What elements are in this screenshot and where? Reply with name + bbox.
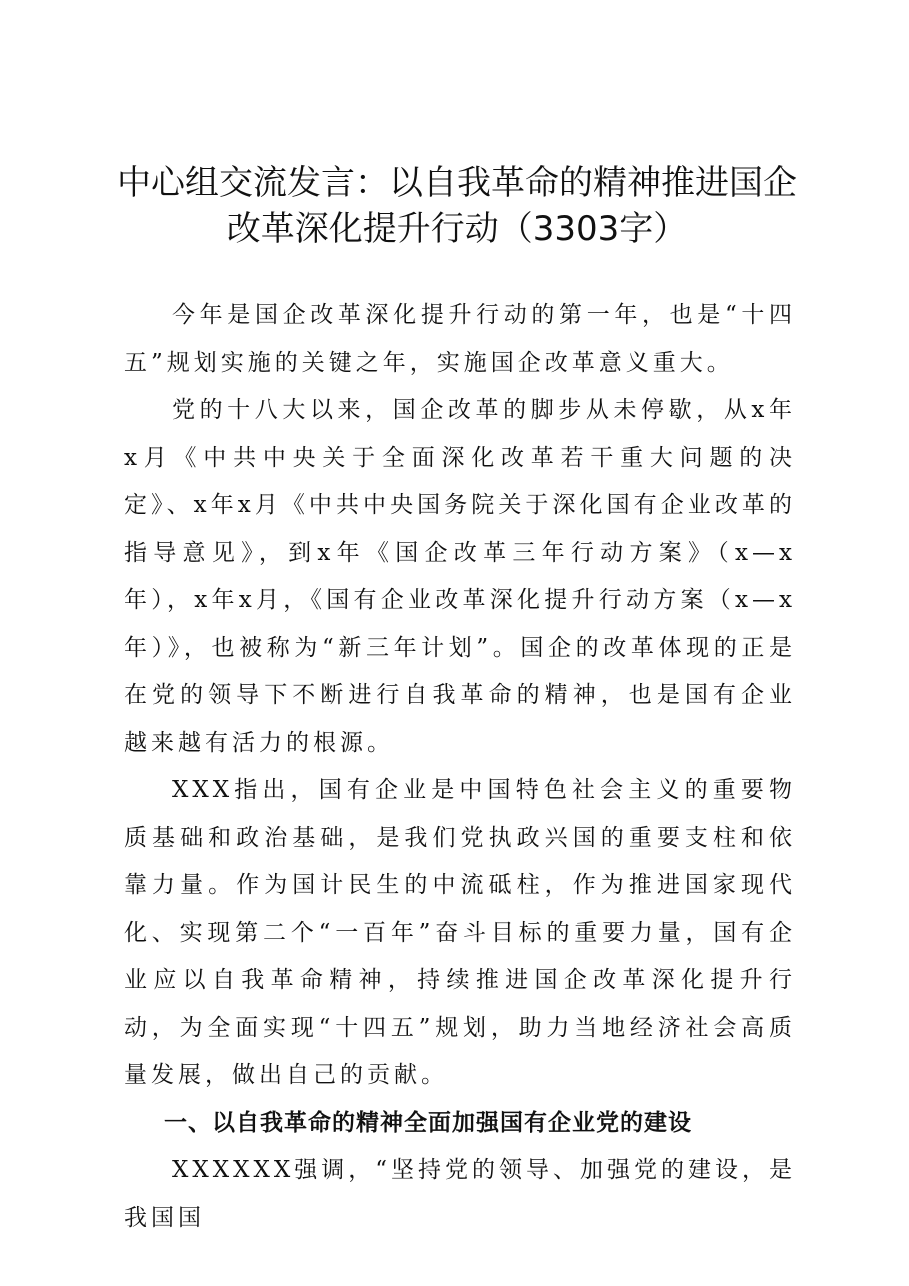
paragraph-reform-history: 党的十八大以来，国企改革的脚步从未停歇，从x年x月《中共中央关于全面深化改革若干重大问题的决定》、x年x月《中共中央国务院关于深化国有企业改革的指导意见》，到x年《国企改革三年行动方案》（x—x年），x年x月，《国有企业改革深化提升行动方案（x—x年）》，也被称为“新三年计划”。国企的改革体现的正是在党的领导下不断进行自我革命的精神，也是国有企业越来越有活力的根源。 (124, 397, 796, 756)
paragraph-party-leadership: XXXXXX强调，“坚持党的领导、加强党的建设，是我国国 (124, 1157, 797, 1231)
document-body (124, 292, 796, 1242)
document-title: 中心组交流发言：以自我革命的精神推进国企改革深化提升行动（3303字） (117, 163, 797, 249)
paragraph-intro: 今年是国企改革深化提升行动的第一年，也是“十四五”规划实施的关键之年，实施国企改革意义重大。 (124, 302, 796, 376)
paragraph-soe-importance: XXX指出，国有企业是中国特色社会主义的重要物质基础和政治基础，是我们党执政兴国的重要支柱和依靠力量。作为国计民生的中流砥柱，作为推进国家现代化、实现第二个“一百年”奋斗目标的重要力量，国有企业应以自我革命精神，持续推进国企改革深化提升行动，为全面实现“十四五”规划，助力当地经济社会高质量发展，做出自己的贡献。 (124, 777, 796, 1088)
section-heading: 一、以自我革命的精神全面加强国有企业党的建设 (164, 1109, 692, 1136)
